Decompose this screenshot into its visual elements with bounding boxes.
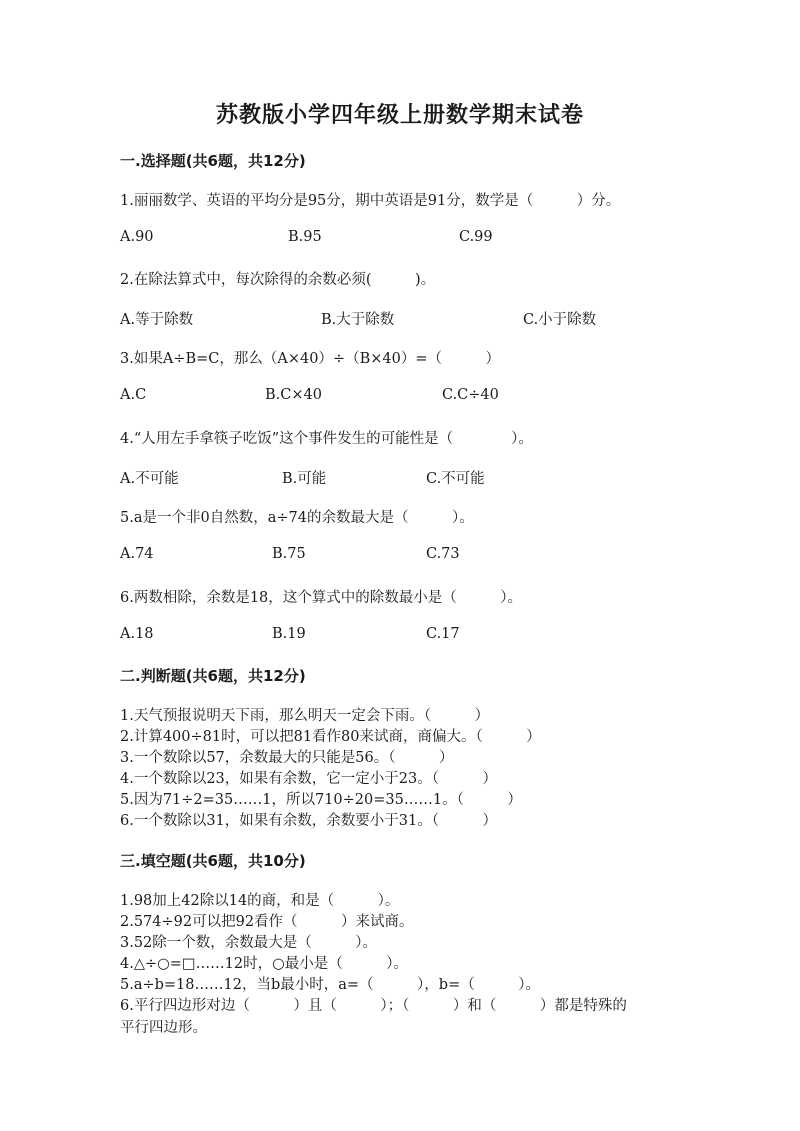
- option-c: C.99: [459, 229, 493, 245]
- section-heading-fill-blank: 三.填空题(共6题，共10分): [120, 852, 306, 870]
- section-heading-choice: 一.选择题(共6题，共12分): [120, 152, 306, 170]
- option-b: B.C×40: [265, 387, 322, 403]
- judgment-item: 3.一个数除以57，余数最大的只能是56。（ ）: [120, 750, 454, 766]
- option-a: A.74: [120, 546, 154, 562]
- question-text: 5.a是一个非0自然数，a÷74的余数最大是（ ）。: [120, 510, 474, 526]
- option-c: C.C÷40: [442, 387, 499, 403]
- judgment-item: 2.计算400÷81时，可以把81看作80来试商，商偏大。（ ）: [120, 729, 541, 745]
- fill-blank-item: 5.a÷b=18……12，当b最小时，a=（ ），b=（ ）。: [120, 977, 540, 993]
- option-c: C.小于除数: [523, 312, 597, 328]
- section-heading-judgment: 二.判断题(共6题，共12分): [120, 667, 306, 685]
- fill-blank-item: 3.52除一个数，余数最大是（ ）。: [120, 935, 378, 951]
- judgment-item: 6.一个数除以31，如果有余数，余数要小于31。（ ）: [120, 813, 497, 829]
- option-a: A.等于除数: [120, 312, 194, 328]
- question-options: [120, 229, 720, 249]
- option-b: B.可能: [282, 471, 327, 487]
- option-a: A.18: [120, 626, 154, 642]
- option-c: C.不可能: [426, 471, 485, 487]
- option-b: B.95: [288, 229, 322, 245]
- fill-blank-item: 4.△÷○=□……12时，○最小是（ ）。: [120, 956, 408, 972]
- fill-blank-item: 1.98加上42除以14的商，和是（ ）。: [120, 893, 400, 909]
- question-text: 4.“人用左手拿筷子吃饭”这个事件发生的可能性是（ ）。: [120, 431, 533, 447]
- fill-blank-item: 6.平行四边形对边（ ）且（ ）；（ ）和（ ）都是特殊的: [120, 998, 627, 1014]
- option-b: B.75: [272, 546, 306, 562]
- question-options: [120, 546, 720, 566]
- question-text: 3.如果A÷B=C，那么（A×40）÷（B×40）=（ ）: [120, 351, 500, 367]
- option-a: A.90: [120, 229, 154, 245]
- judgment-item: 1.天气预报说明天下雨，那么明天一定会下雨。（ ）: [120, 708, 490, 724]
- question-options: [120, 626, 720, 646]
- question-options: [120, 308, 720, 328]
- question-text: 1.丽丽数学、英语的平均分是95分，期中英语是91分，数学是（ ）分。: [120, 193, 621, 209]
- option-a: A.C: [120, 387, 147, 403]
- option-b: B.19: [272, 626, 306, 642]
- page-title: 苏教版小学四年级上册数学期末试卷: [215, 102, 584, 128]
- question-options: [120, 387, 720, 407]
- question-options: [120, 467, 720, 487]
- option-c: C.73: [426, 546, 460, 562]
- question-text: 2.在除法算式中，每次除得的余数必须( )。: [120, 272, 436, 288]
- option-a: A.不可能: [120, 471, 179, 487]
- fill-blank-item: 2.574÷92可以把92看作（ ）来试商。: [120, 914, 414, 930]
- question-text: 6.两数相除，余数是18，这个算式中的除数最小是（ ）。: [120, 590, 523, 606]
- fill-blank-item-continued: 平行四边形。: [120, 1020, 207, 1036]
- option-c: C.17: [426, 626, 460, 642]
- option-b: B.大于除数: [321, 312, 395, 328]
- judgment-item: 5.因为71÷2=35……1，所以710÷20=35……1。（ ）: [120, 792, 522, 808]
- judgment-item: 4.一个数除以23，如果有余数，它一定小于23。（ ）: [120, 771, 497, 787]
